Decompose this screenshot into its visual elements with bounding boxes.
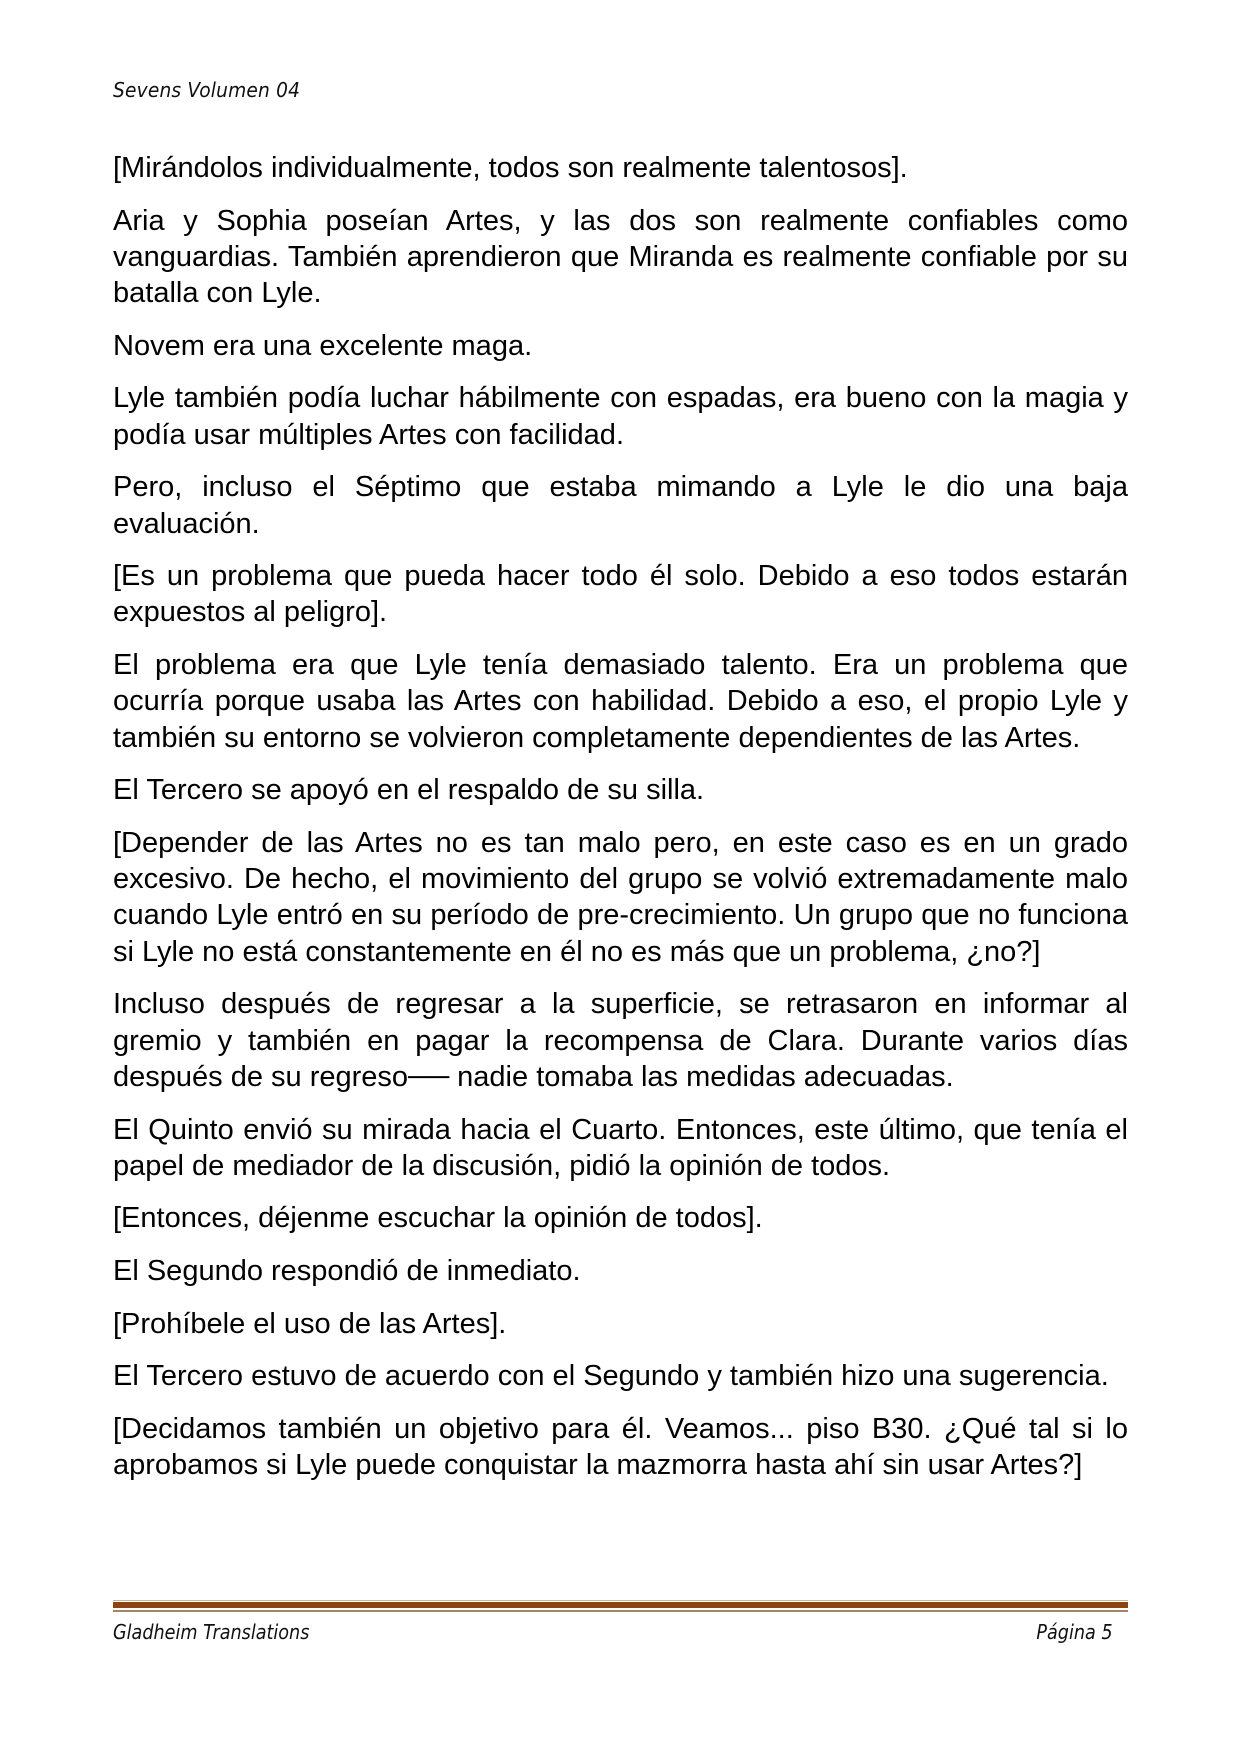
paragraph: Lyle también podía luchar hábilmente con espadas, era bueno con la magia y podía usar múltiples Artes con facilidad. [113, 382, 1128, 451]
footer-page-number: Página 5 [1036, 1620, 1113, 1644]
paragraph: Aria y Sophia poseían Artes, y las dos son realmente confiables como vanguardias. También aprendieron que Miranda es realmente confiable por su batalla con Lyle. [113, 204, 1128, 310]
paragraph: El problema era que Lyle tenía demasiado talento. Era un problema que ocurría porque usaba las Artes con habilidad. Debido a eso, el propio Lyle y también su entorno se volvieron completamente dependientes de las Artes. [113, 649, 1128, 754]
footer-divider-top-line [113, 1600, 1128, 1601]
footer-divider [113, 1600, 1128, 1612]
footer-divider-bottom-line [113, 1610, 1128, 1612]
running-header-title: Sevens Volumen 04 [113, 78, 301, 102]
footer-divider-band [113, 1602, 1128, 1608]
paragraph: [Entonces, déjenme escuchar la opinión de todos]. [113, 1202, 763, 1235]
page-body [113, 150, 1128, 1500]
paragraph: [Es un problema que pueda hacer todo él solo. Debido a eso todos estarán expuestos al peligro]. [113, 560, 1128, 629]
paragraph: El Tercero estuvo de acuerdo con el Segundo y también hizo una sugerencia. [113, 1360, 1109, 1393]
paragraph: El Quinto envió su mirada hacia el Cuarto. Entonces, este último, que tenía el papel de mediador de la discusión, pidió la opinión de todos. [113, 1113, 1128, 1182]
paragraph: [Prohíbele el uso de las Artes]. [113, 1307, 507, 1340]
paragraph: Incluso después de regresar a la superficie, se retrasaron en informar al gremio y también en pagar la recompensa de Clara. Durante varios días después de su regreso── nadie tomaba las medidas adecuadas. [113, 988, 1128, 1093]
paragraph: [Depender de las Artes no es tan malo pero, en este caso es en un grado excesivo. De hecho, el movimiento del grupo se volvió extremadamente malo cuando Lyle entró en su período de pre-crecimiento. Un grupo que no funciona si Lyle no está constantemente en él no es más que un problema, ¿no?] [113, 826, 1128, 968]
paragraph: El Tercero se apoyó en el respaldo de su silla. [113, 774, 705, 807]
paragraph: Pero, incluso el Séptimo que estaba mimando a Lyle le dio una baja evaluación. [113, 471, 1128, 540]
paragraph: [Mirándolos individualmente, todos son realmente talentosos]. [113, 152, 908, 184]
paragraph: Novem era una excelente maga. [113, 329, 533, 362]
paragraph: [Decidamos también un objetivo para él. Veamos... piso B30. ¿Qué tal si lo aprobamos si Lyle puede conquistar la mazmorra hasta ahí sin usar Artes?] [113, 1412, 1128, 1482]
footer-publisher: Gladheim Translations [113, 1620, 310, 1644]
paragraph: El Segundo respondió de inmediato. [113, 1254, 581, 1287]
